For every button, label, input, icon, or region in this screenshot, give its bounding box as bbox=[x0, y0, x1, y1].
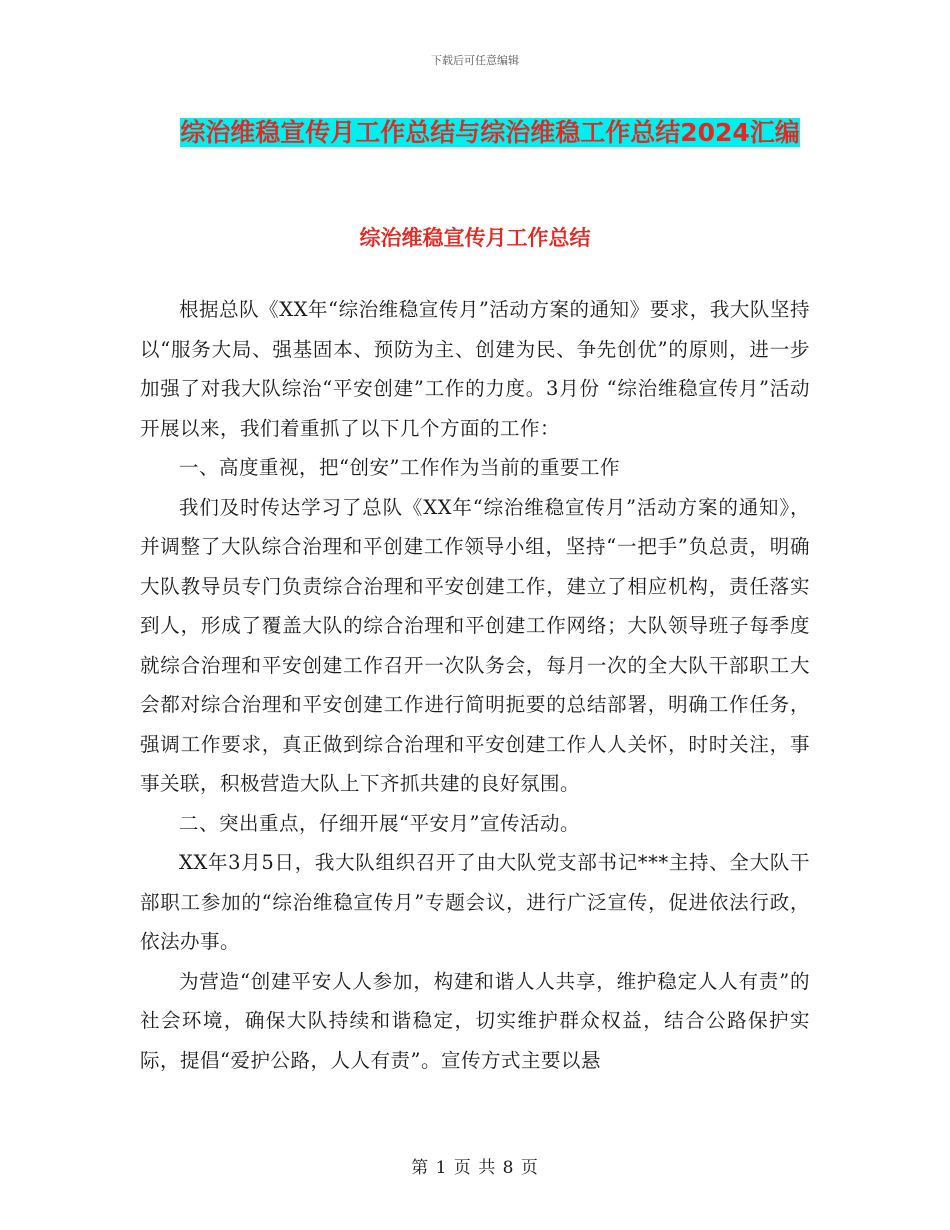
document-title bbox=[140, 110, 840, 156]
paragraph-heading-1: 一、高度重视，把“创安”工作作为当前的重要工作 bbox=[179, 456, 620, 479]
paragraph-body-2: XX年3月5日，我大队组织召开了由大队党支部书记***主持、全大队干部职工参加的“综治维稳宣传月”专题会议，进行广泛宣传，促进依法行政，依法办事。 bbox=[140, 851, 810, 953]
section-title: 综治维稳宣传月工作总结 bbox=[359, 226, 591, 250]
paragraph-body-3: 为营造“创建平安人人参加，构建和谐人人共享，维护稳定人人有责”的社会环境，确保大队持续和谐稳定，切实维护群众权益，结合公路保护实际，提倡“爱护公路，人人有责”。宣传方式主要以悬 bbox=[140, 969, 810, 1072]
paragraph-heading-2: 二、突出重点，仔细开展“平安月”宣传活动。 bbox=[179, 811, 580, 835]
page-number-footer: 第 1 页 共 8 页 bbox=[411, 1158, 539, 1178]
page-header-note: 下载后可任意编辑 bbox=[431, 54, 519, 67]
paragraph-body-1: 我们及时传达学习了总队《XX年“综治维稳宣传月”活动方案的通知》，并调整了大队综合治理和平创建工作领导小组，坚持“一把手”负总责，明确大队教导员专门负责综合治理和平安创建工作，建立了相应机构，责任落实到人，形成了覆盖大队的综合治理和平创建工作网络；大队领导班子每季度就综合治理和平安创建工作召开一次队务会，每月一次的全大队干部职工大会都对综合治理和平安创建工作进行简明扼要的总结部署，明确工作任务，强调工作要求，真正做到综合治理和平安创建工作人人关怀，时时关注，事事关联，积极营造大队上下齐抓共建的良好氛围。 bbox=[140, 495, 810, 795]
paragraph-intro: 根据总队《XX年“综治维稳宣传月”活动方案的通知》要求，我大队坚持以“服务大局、强基固本、预防为主、创建为民、争先创优”的原则，进一步加强了对我大队综治“平安创建”工作的力度。3月份 “综治维稳宣传月”活动开展以来，我们着重抓了以下几个方面的工作： bbox=[140, 298, 810, 440]
document-title-text: 综治维稳宣传月工作总结与综治维稳工作总结2024汇编 bbox=[180, 118, 800, 147]
document-body bbox=[140, 290, 810, 1080]
